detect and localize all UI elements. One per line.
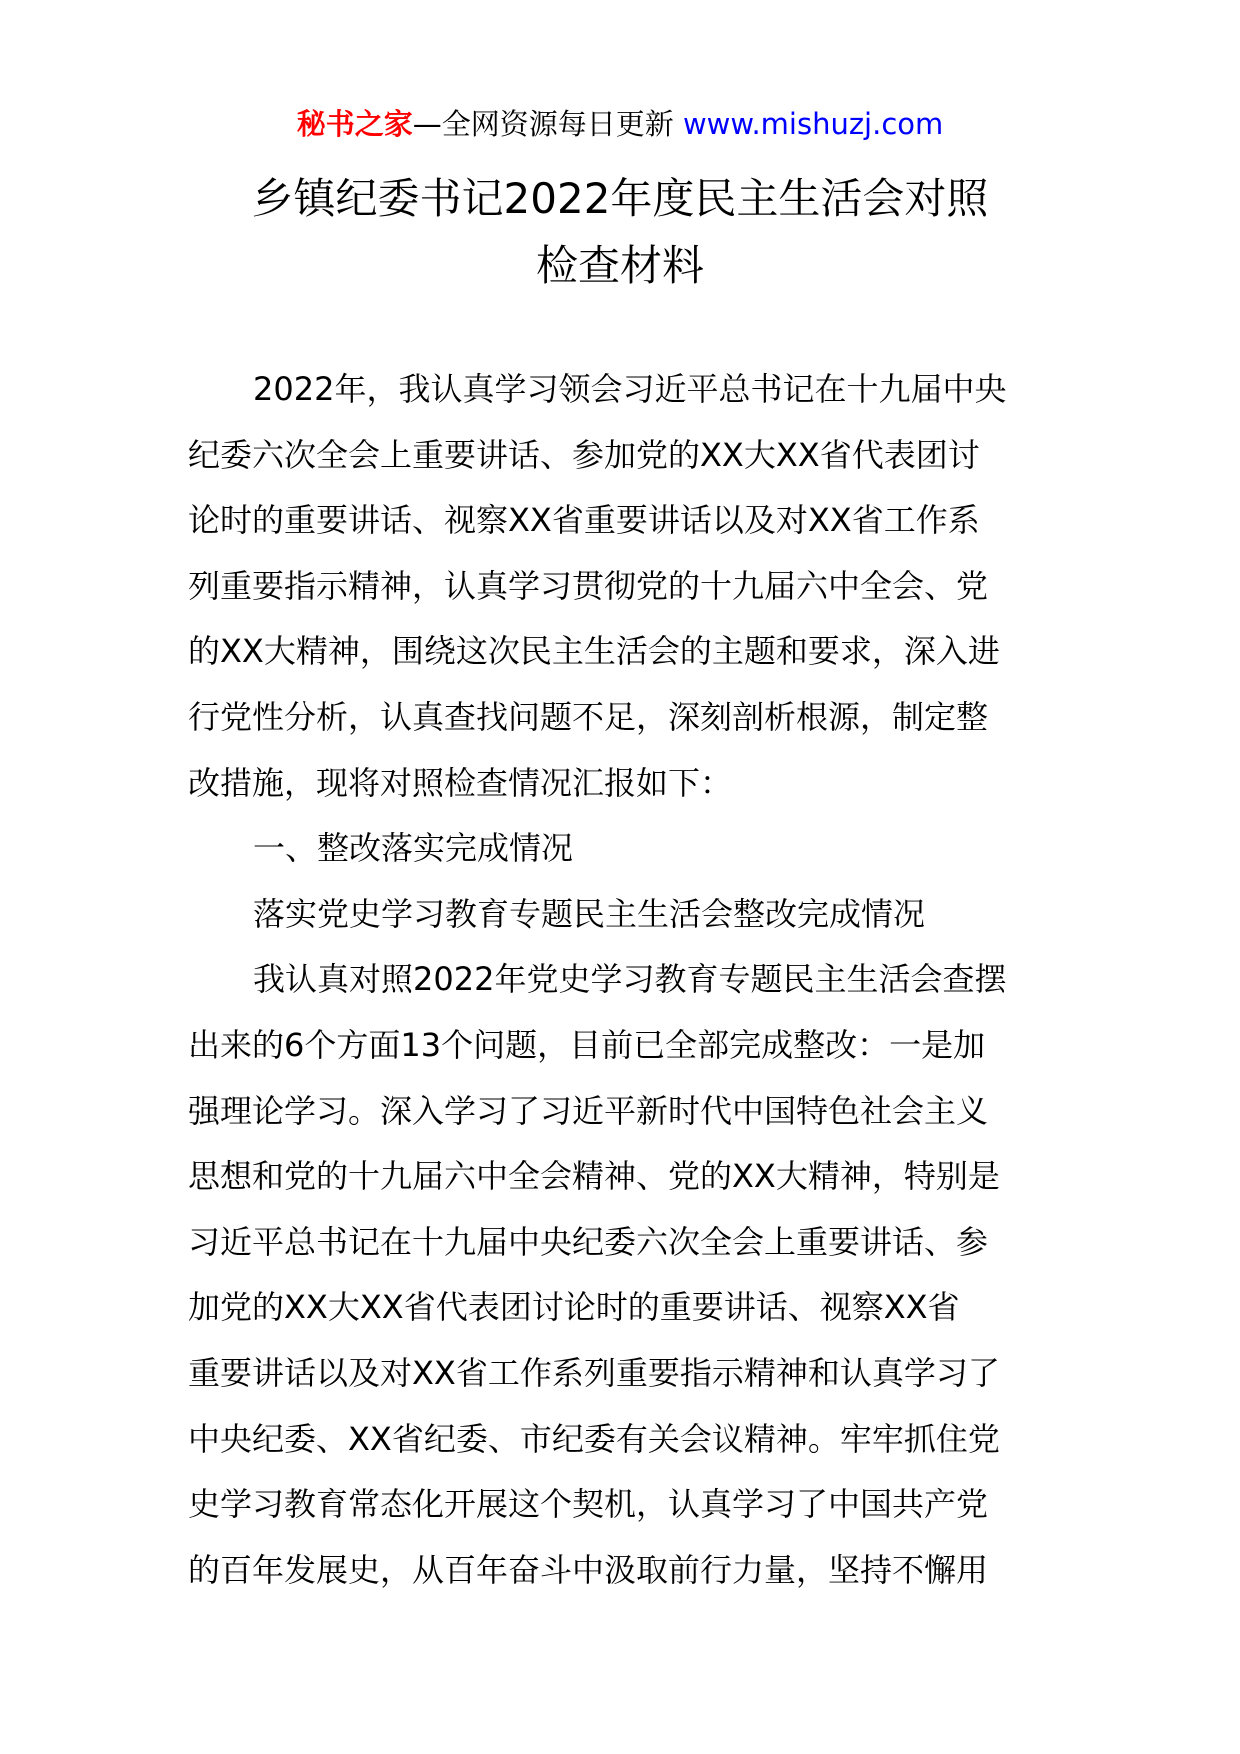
paragraph-line: 中央纪委、XX省纪委、市纪委有关会议精神。牢牢抓住党 [188,1419,1000,1458]
site-name: 秘书之家 [296,107,413,141]
paragraph-line: 论时的重要讲话、视察XX省重要讲话以及对XX省工作系 [188,501,980,540]
title-line: 检查材料 [535,241,704,290]
paragraph-line: 列重要指示精神，认真学习贯彻党的十九届六中全会、党 [188,566,989,605]
paragraph-line: 我认真对照2022年党史学习教育专题民主生活会查摆 [253,960,1007,999]
paragraph-line: 重要讲话以及对XX省工作系列重要指示精神和认真学习了 [188,1353,1000,1392]
paragraph-line: 2022年，我认真学习领会习近平总书记在十九届中央 [253,370,1007,408]
paragraph-line: 纪委六次全会上重要讲话、参加党的XX大XX省代表团讨 [188,435,980,474]
site-url-link[interactable]: www.mishuzj.com [682,107,944,141]
document-body [188,357,1052,1603]
paragraph-line: 行党性分析，认真查找问题不足，深刻剖析根源，制定整 [188,697,989,736]
document-title [0,165,1240,299]
paragraph-line: 加党的XX大XX省代表团讨论时的重要讲话、视察XX省 [188,1288,960,1327]
paragraph-line: 史学习教育常态化开展这个契机，认真学习了中国共产党 [188,1485,989,1524]
subsection-heading: 落实党史学习教育专题民主生活会整改完成情况 [253,894,926,933]
paragraph-line: 习近平总书记在十九届中央纪委六次全会上重要讲话、参 [188,1222,989,1261]
site-header [0,104,1240,144]
paragraph-line: 出来的6个方面13个问题，目前已全部完成整改：一是加 [188,1025,986,1064]
title-line: 乡镇纪委书记2022年度民主生活会对照 [251,174,989,223]
paragraph-line: 改措施，现将对照检查情况汇报如下： [188,763,733,802]
paragraph-line: 的百年发展史，从百年奋斗中汲取前行力量，坚持不懈用 [188,1550,989,1589]
site-tagline: —全网资源每日更新 [412,107,683,141]
section-heading: 一、整改落实完成情况 [253,829,574,868]
paragraph-line: 强理论学习。深入学习了习近平新时代中国特色社会主义 [188,1091,989,1130]
paragraph-line: 思想和党的十九届六中全会精神、党的XX大精神，特别是 [188,1157,1000,1196]
paragraph-line: 的XX大精神，围绕这次民主生活会的主题和要求，深入进 [188,632,1000,671]
